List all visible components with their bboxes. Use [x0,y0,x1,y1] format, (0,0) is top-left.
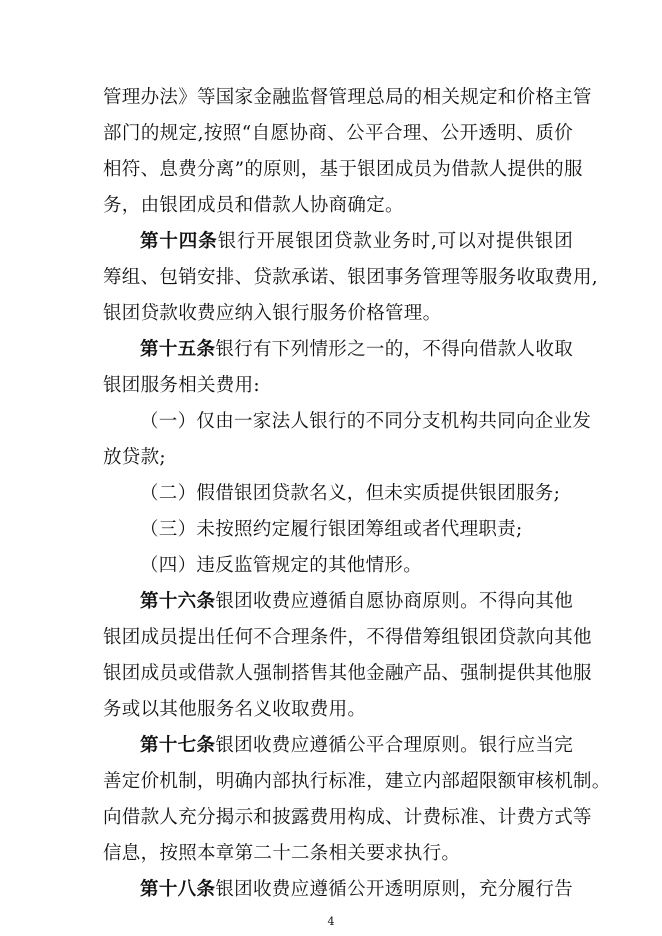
text-line: 信息，按照本章第二十二条相关要求执行。 [103,843,461,864]
text-line: 务，由银团成员和借款人协商确定。 [103,195,404,216]
article-heading: 第十四条 [140,231,218,252]
text-line: 筹组、包销安排、贷款承诺、银团事务管理等服务收取费用, [103,267,598,288]
list-item: （三）未按照约定履行银团筹组或者代理职责; [140,519,523,540]
article-heading: 第十五条 [140,339,216,360]
text-line: 放贷款; [103,447,166,468]
list-item: （二）假借银团贷款名义，但未实质提供银团服务; [140,483,561,504]
paragraph-article-18 [140,877,573,903]
text-line: 银团成员或借款人强制搭售其他金融产品、强制提供其他服 [103,663,592,684]
article-text: 银团收费应遵循自愿协商原则。不得向其他 [215,591,573,612]
text-line: 管理办法》等国家金融监督管理总局的相关规定和价格主管 [103,87,592,108]
text-line: 部门的规定,按照“自愿协商、公平合理、公开透明、质价 [103,123,573,144]
paragraph-article-16 [140,589,573,615]
text-line: 银团贷款收费应纳入银行服务价格管理。 [103,303,442,324]
list-item: （四）违反监管规定的其他情形。 [140,555,423,576]
list-item: （一）仅由一家法人银行的不同分支机构共同向企业发 [140,411,592,432]
text-line: 善定价机制，明确内部执行标准，建立内部超限额审核机制。 [103,771,611,792]
text-line: 相符、息费分离”的原则，基于银团成员为借款人提供的服 [103,159,583,180]
article-text: 银团收费应遵循公平合理原则。银行应当完 [215,735,573,756]
text-line: 向借款人充分揭示和披露费用构成、计费标准、计费方式等 [103,807,592,828]
text-line: 银团成员提出任何不合理条件，不得借筹组银团贷款向其他 [103,627,592,648]
text-line: 务或以其他服务名义收取费用。 [103,699,367,720]
text-line: 银团服务相关费用: [103,375,260,396]
article-heading: 第十七条 [140,735,216,756]
article-heading: 第十八条 [140,879,216,900]
paragraph-article-15 [140,337,573,363]
page-number: 4 [327,915,335,928]
article-text: 银行有下列情形之一的，不得向借款人收取 [215,339,573,360]
paragraph-article-17 [140,733,573,759]
article-text: 银行开展银团贷款业务时,可以对提供银团 [217,231,573,252]
article-text: 银团收费应遵循公开透明原则，充分履行告 [215,879,573,900]
paragraph-article-14 [140,229,573,255]
article-heading: 第十六条 [140,591,216,612]
